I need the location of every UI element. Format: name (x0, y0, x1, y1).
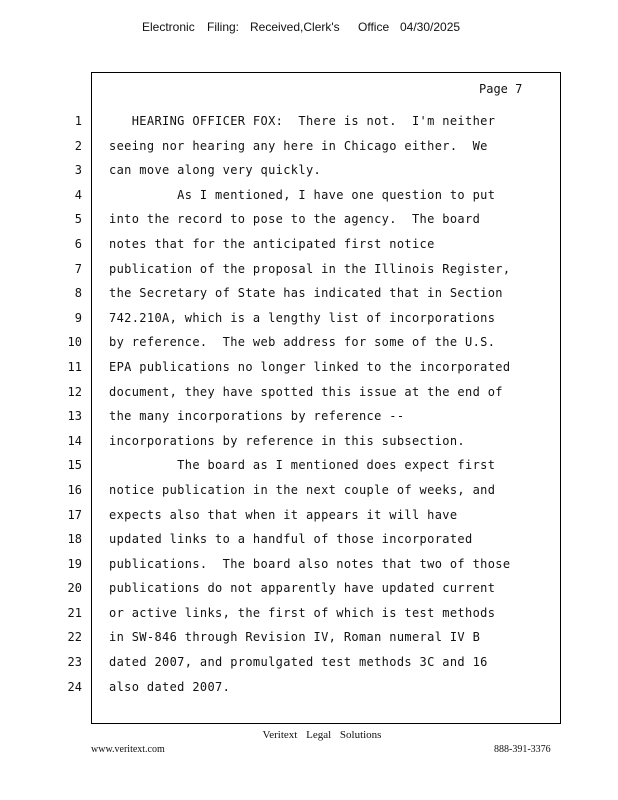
filing-header-electronic: Electronic (142, 20, 195, 34)
filing-header-filing: Filing: (207, 20, 240, 34)
line-number: 2 (74, 138, 82, 153)
footer-company: Veritext Legal Solutions (262, 729, 382, 741)
line-number: 20 (67, 581, 82, 596)
transcript-line: incorporations by reference in this subsection. (109, 433, 466, 448)
line-number: 9 (74, 310, 82, 325)
transcript-line: The board as I mentioned does expect first (109, 458, 496, 473)
transcript-line: seeing nor hearing any here in Chicago either. We (109, 138, 488, 153)
transcript-line: document, they have spotted this issue at the end of (109, 384, 503, 399)
transcript-line: or active links, the first of which is test methods (109, 605, 496, 620)
transcript-line: As I mentioned, I have one question to put (109, 187, 496, 202)
footer-phone: 888-391-3376 (494, 744, 551, 755)
transcript-line: in SW-846 through Revision IV, Roman numeral IV B (109, 630, 481, 645)
line-number: 15 (67, 458, 82, 473)
line-number: 4 (74, 187, 82, 202)
line-number: 16 (67, 482, 82, 497)
line-number: 5 (74, 212, 82, 227)
transcript-line: publications. The board also notes that two of those (109, 556, 511, 571)
line-number: 23 (67, 655, 82, 670)
footer-website: www.veritext.com (91, 744, 165, 755)
line-number: 18 (67, 532, 82, 547)
page-number: Page 7 (479, 82, 523, 96)
transcript-line: notice publication in the next couple of weeks, and (109, 482, 496, 497)
transcript-line: publications do not apparently have updated current (109, 581, 496, 596)
transcript-line: dated 2007, and promulgated test methods 3C and 16 (109, 655, 488, 670)
line-number: 24 (67, 679, 82, 694)
transcript-text (109, 113, 559, 703)
transcript-line: into the record to pose to the agency. The board (109, 212, 481, 227)
line-number: 6 (74, 236, 82, 251)
line-number: 8 (74, 286, 82, 301)
line-number: 1 (74, 114, 82, 128)
transcript-line: expects also that when it appears it will have (109, 507, 458, 522)
filing-header-received: Received,Clerk's (250, 20, 340, 34)
transcript-line: EPA publications no longer linked to the incorporated (109, 359, 511, 374)
line-number: 12 (67, 384, 82, 399)
filing-header-office: Office (358, 20, 390, 34)
line-number: 7 (74, 261, 82, 276)
line-number: 3 (74, 163, 82, 178)
line-number: 19 (67, 556, 82, 571)
transcript-line: can move along very quickly. (109, 163, 322, 178)
line-number: 21 (67, 605, 82, 620)
transcript-line: 742.210A, which is a lengthy list of incorporations (109, 310, 496, 325)
line-number: 11 (67, 359, 82, 374)
line-number-column (60, 113, 82, 703)
transcript-line: the Secretary of State has indicated that in Section (109, 286, 503, 301)
transcript-line: updated links to a handful of those incorporated (109, 532, 473, 547)
transcript-line: HEARING OFFICER FOX: There is not. I'm neither (109, 114, 496, 128)
line-number: 14 (67, 433, 82, 448)
transcript-line: also dated 2007. (109, 679, 231, 694)
transcript-line: publication of the proposal in the Illinois Register, (109, 261, 511, 276)
line-number: 22 (67, 630, 82, 645)
filing-header (0, 20, 618, 38)
transcript-line: by reference. The web address for some of the U.S. (109, 335, 496, 350)
transcript-line: the many incorporations by reference -- (109, 409, 405, 424)
line-number: 10 (67, 335, 82, 350)
line-number: 17 (67, 507, 82, 522)
line-number: 13 (67, 409, 82, 424)
transcript-line: notes that for the anticipated first notice (109, 236, 435, 251)
filing-header-date: 04/30/2025 (400, 20, 461, 34)
